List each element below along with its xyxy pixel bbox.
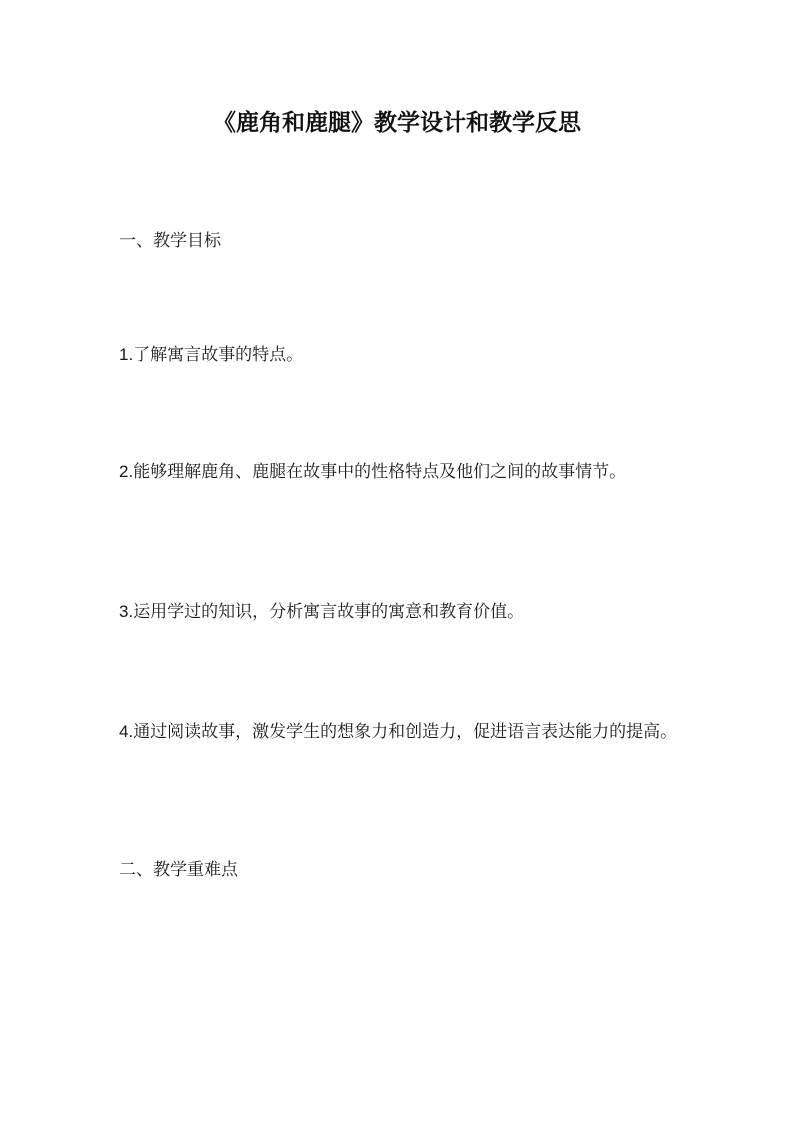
section-heading-key-difficulties: 二、教学重难点 <box>119 860 238 880</box>
objective-number: 3. <box>119 602 134 621</box>
objective-text: 运用学过的知识，分析寓言故事的寓意和教育价值。 <box>133 602 525 622</box>
objective-text: 能够理解鹿角、鹿腿在故事中的性格特点及他们之间的故事情节。 <box>133 462 627 482</box>
objective-item-3 <box>119 591 679 633</box>
document-title: 《鹿角和鹿腿》教学设计和教学反思 <box>213 110 581 136</box>
objective-text: 了解寓言故事的特点。 <box>133 345 304 365</box>
objective-number: 2. <box>119 462 134 481</box>
objective-number: 4. <box>119 722 134 741</box>
objective-item-1 <box>119 334 679 376</box>
objective-number: 1. <box>119 345 134 364</box>
objective-text: 通过阅读故事，激发学生的想象力和创造力，促进语言表达能力的提高。 <box>133 722 678 742</box>
objective-item-2 <box>119 451 679 493</box>
objective-item-4 <box>119 711 679 753</box>
section-heading-teaching-objectives: 一、教学目标 <box>119 231 221 251</box>
